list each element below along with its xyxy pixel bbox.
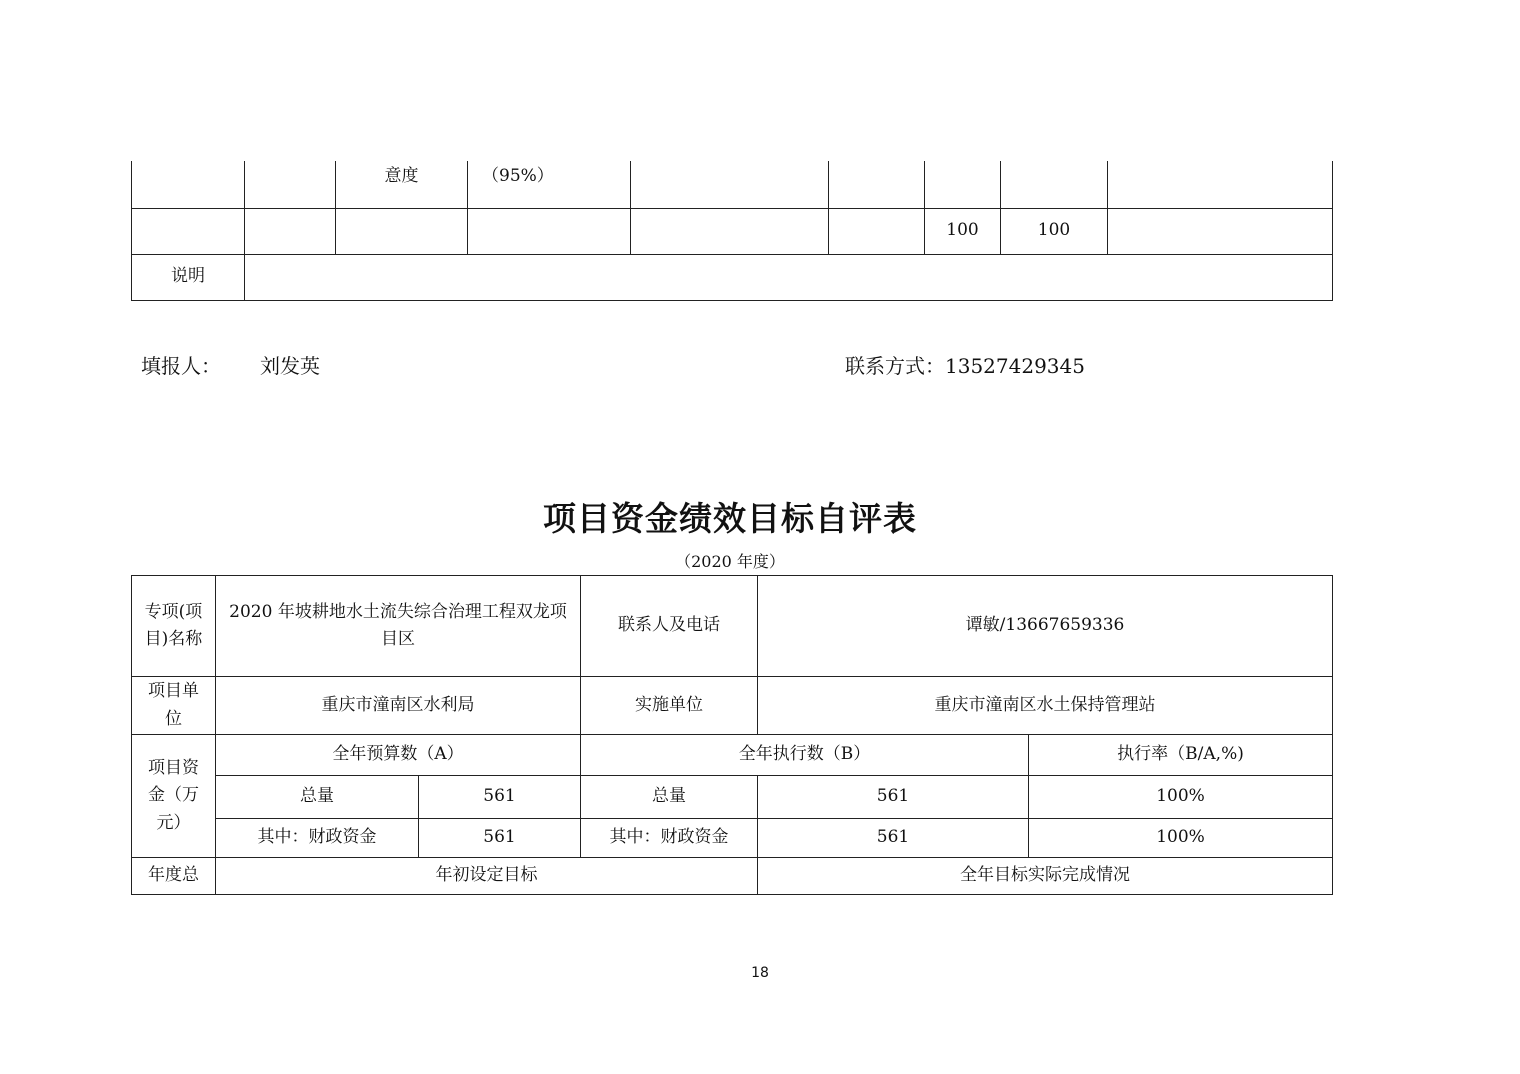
filler-label: 填报人： — [141, 354, 221, 378]
note-content — [245, 254, 1333, 300]
table-row — [132, 254, 1333, 300]
total-rate: 100% — [1029, 776, 1333, 819]
table-row — [132, 776, 1333, 819]
fiscal-executed: 561 — [758, 819, 1029, 858]
total-executed: 561 — [758, 776, 1029, 819]
cell-satisfaction: 意度 — [336, 161, 468, 208]
page-title: 项目资金绩效目标自评表 — [543, 499, 917, 538]
filler-name: 刘发英 — [260, 354, 320, 378]
project-name: 2020 年坡耕地水土流失综合治理工程双龙项目区 — [216, 576, 581, 677]
total-label-b: 总量 — [581, 776, 758, 819]
rate-header: 执行率（B/A,%) — [1029, 735, 1333, 776]
table-row — [132, 858, 1333, 895]
contact-label: 联系方式： — [845, 354, 945, 378]
funds-label: 项目资金（万元） — [132, 735, 216, 858]
self-evaluation-table — [131, 575, 1333, 895]
contact-person-label: 联系人及电话 — [581, 576, 758, 677]
cell-score-a: 100 — [925, 208, 1001, 254]
unit-value: 重庆市潼南区水利局 — [216, 677, 581, 735]
cell-percent: （95%） — [468, 161, 631, 208]
project-name-label: 专项(项目)名称 — [132, 576, 216, 677]
contact-value: 13527429345 — [945, 354, 1085, 378]
previous-table-continuation — [131, 161, 1333, 301]
page-subtitle: （2020 年度） — [675, 552, 785, 571]
initial-target: 年初设定目标 — [216, 858, 758, 895]
executed-header: 全年执行数（B） — [581, 735, 1029, 776]
table-row — [132, 161, 1333, 208]
fiscal-label-b: 其中：财政资金 — [581, 819, 758, 858]
table-row — [132, 735, 1333, 776]
unit-label: 项目单位 — [132, 677, 216, 735]
fiscal-rate: 100% — [1029, 819, 1333, 858]
table-row — [132, 576, 1333, 677]
impl-unit-value: 重庆市潼南区水土保持管理站 — [758, 677, 1333, 735]
budget-header: 全年预算数（A） — [216, 735, 581, 776]
note-label: 说明 — [132, 254, 245, 300]
annual-label: 年度总 — [132, 858, 216, 895]
contact-person: 谭敏/13667659336 — [758, 576, 1333, 677]
page-number: 18 — [751, 965, 769, 981]
table-row — [132, 208, 1333, 254]
cell-score-b: 100 — [1001, 208, 1108, 254]
total-label: 总量 — [216, 776, 419, 819]
total-budget: 561 — [419, 776, 581, 819]
actual-completion: 全年目标实际完成情况 — [758, 858, 1333, 895]
fiscal-budget: 561 — [419, 819, 581, 858]
table-row — [132, 677, 1333, 735]
impl-unit-label: 实施单位 — [581, 677, 758, 735]
contact-info — [845, 350, 1085, 379]
table-row — [132, 819, 1333, 858]
fiscal-label: 其中：财政资金 — [216, 819, 419, 858]
